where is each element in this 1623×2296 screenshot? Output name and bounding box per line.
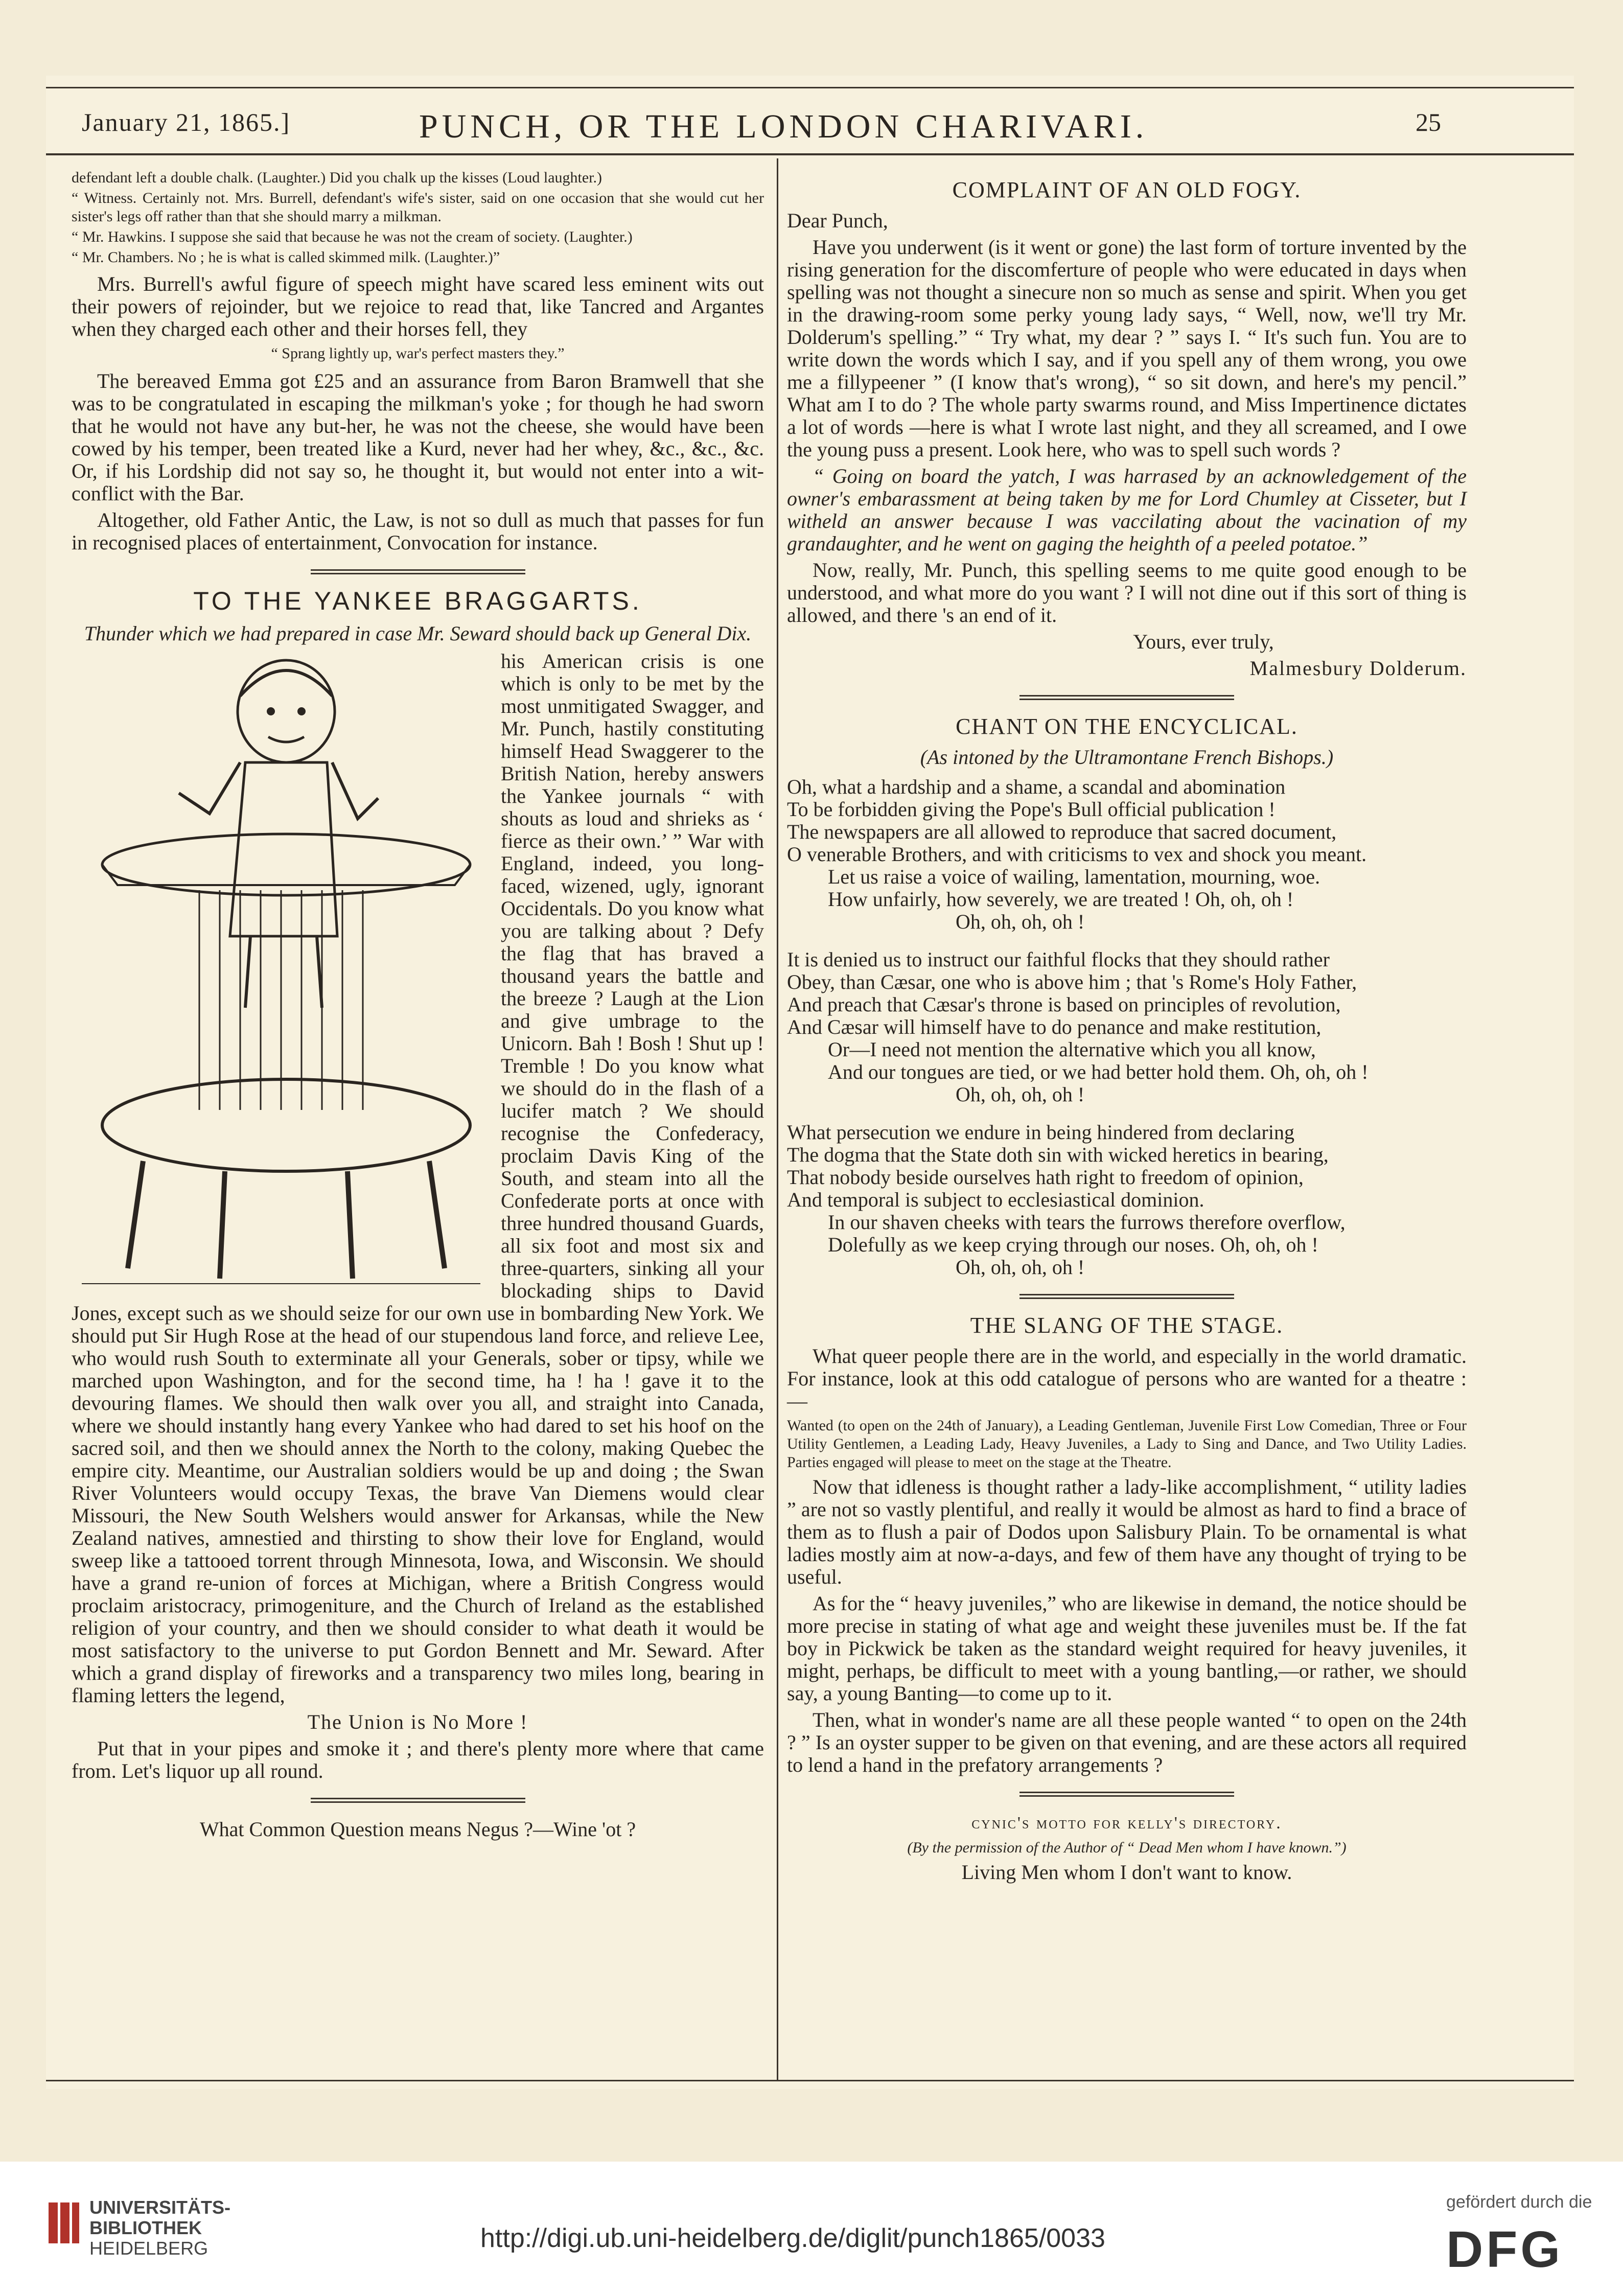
bottom-border (46, 2080, 1574, 2081)
intro-line: “ Mr. Hawkins. I suppose she said that because he was not the cream of society. (Laughter.) (72, 228, 633, 245)
library-logo-icon (46, 2200, 82, 2246)
verse-refrain: Oh, oh, oh, oh ! (956, 1083, 1085, 1106)
court-report-intro (72, 169, 764, 267)
verse-line: And Cæsar will himself have to do penance and make restitution, (787, 1015, 1321, 1038)
paragraph: What queer people there are in the world, and especially in the world dramatic. For instance, look at this odd catalogue of persons who are wanted for a theatre :— (787, 1344, 1467, 1412)
paragraph: The bereaved Emma got £25 and an assurance from Baron Bramwell that she was to be congratulated in escaping the milkman's yoke ; for though he had sworn that he would not have any but-her, he was not the cheese, she would have been cowed by his temper, been treated like a Kurd, never had her whey, &c., &c., &c. Or, if his Lordship did not say so, he thought it, but would not enter into a wit-conflict with the Bar. (72, 369, 764, 505)
verse-line: It is denied us to instruct our faithful flocks that they should rather (787, 948, 1330, 971)
section-divider (1019, 1294, 1234, 1299)
verse-line: O venerable Brothers, and with criticisms to vex and shock you meant. (787, 843, 1367, 866)
section-divider (1019, 695, 1234, 700)
library-name-line: UNIVERSITÄTS- (89, 2197, 231, 2218)
header-page-number: 25 (1416, 108, 1441, 136)
verse-line: To be forbidden giving the Pope's Bull official publication ! (787, 798, 1276, 821)
verse-line: Let us raise a voice of wailing, lamentation, mourning, woe. (828, 865, 1320, 888)
verse-line: And preach that Cæsar's throne is based on principles of revolution, (787, 993, 1341, 1016)
source-url-link[interactable]: http://digi.ub.uni-heidelberg.de/diglit/punch1865/0033 (480, 2223, 1105, 2253)
right-column (787, 169, 1467, 1888)
verse-line: That nobody beside ourselves hath right to freedom of opinion, (787, 1166, 1304, 1189)
funder-label: gefördert durch die (1446, 2192, 1592, 2212)
article-body: his American crisis is one which is only to be met by the most unmitigated Swagger, and Mr. Punch, hastily constituting himself Head Swaggerer to the British Nation, hereby answers the Yankee journals “ with shouts as loud and shrieks as ‘ fierce as their own.’ ” War with England, indeed, you long-faced, wizened, ugly, ignorant Occidentals. Do you know what you are talking about ? Defy the flag that has braved a thousand years the battle and the breeze ? Laugh at the Lion and give umbrage to the Unicorn. Bah ! Bosh ! Shut up ! Tremble ! Do you know what we should do in the flash of a lucifer match ? We should recognise the Confederacy, proclaim Davis King of the South, and steam into all the Confederate ports at once with three hundred thousand Guards, all six foot and most six and three-quarters, sinking all your blockading ships to David Jones, except such as we should seize for our own use in bombarding New York. We should put Sir Hugh Rose at the head of our stupendous land force, and relieve Lee, who would rush South to exterminate all your Generals, sober or tipsy, while we marched upon Washington, and for the second time, ha ! ha ! gave it to the devouring flames. We should then walk over you all, and straight into Canada, where we should instantly hang every Yankee who had dared to set his hoof on the sacred soil, and then we should annex the North to the colony, making Quebec the empire city. Meantime, our Australian soldiers would be up and doing ; the Swan River Volunteers would occupy Texas, the brave Van Diemens would clear Missouri, the New South Welshers would answer for Arkansas, while the New Zealand natives, amnestied and thirsting to show their love for England, would sweep like a tattooed torrent through Minnesota, Iowa, and Wisconsin. We should have a grand re-union of forces at Michigan, where a British Congress would proclaim aristocracy, primogeniture, and the Church of Ireland as the established religion of your country, and then we should consider to what death it would be most satisfactory to the universe to put Gordon Bennett and Mr. Seward. After which a grand display of fireworks and a transparency two miles long, bearing in flaming letters the legend, (72, 650, 764, 1707)
library-name-line: HEIDELBERG (89, 2238, 208, 2259)
verse-refrain: Oh, oh, oh, oh ! (956, 910, 1085, 933)
letter-closing: Yours, ever truly, (1133, 630, 1274, 653)
stanza (787, 948, 1467, 1106)
verse-quote: “ Sprang lightly up, war's perfect masters they.” (271, 345, 565, 362)
letter-signature: Malmesbury Dolderum. (1249, 657, 1467, 680)
left-column (72, 169, 764, 1845)
paragraph: Mrs. Burrell's awful figure of speech might have scared less eminent wits out their powers of rejoinder, but we rejoice to read that, like Tancred and Argantes when they charged each other and their horses fell, they (72, 272, 764, 340)
punch-illustration (72, 650, 491, 1294)
paragraph: Then, what in wonder's name are all these people wanted “ to open on the 24th ? ” Is an oyster supper to be given on that evening, and are these actors all required to lend a hand in the prefatory arrangements ? (787, 1708, 1467, 1776)
verse-line: In our shaven cheeks with tears the furrows therefore overflow, (828, 1211, 1346, 1234)
dfg-logo: DFG (1446, 2221, 1564, 2278)
verse-line: Or—I need not mention the alternative which you all know, (828, 1038, 1316, 1061)
letter-salutation: Dear Punch, (787, 209, 888, 232)
article-subtitle: Thunder which we had prepared in case Mr. Seward should back up General Dix. (84, 622, 752, 645)
verse-line: The dogma that the State doth sin with wicked heretics in bearing, (787, 1143, 1329, 1166)
verse-refrain: Oh, oh, oh, oh ! (956, 1256, 1085, 1279)
header-title: PUNCH, OR THE LONDON CHARIVARI. (419, 108, 1148, 145)
paragraph: Altogether, old Father Antic, the Law, is not so dull as much that passes for fun in recognised places of entertainment, Convocation for instance. (72, 508, 764, 554)
article-title: COMPLAINT OF AN OLD FOGY. (952, 177, 1302, 202)
intro-line: “ Mr. Chambers. No ; he is what is called skimmed milk. (Laughter.)” (72, 249, 500, 266)
verse-line: Oh, what a hardship and a shame, a scandal and abomination (787, 775, 1286, 798)
verse-line: And our tongues are tied, or we had better hold them. Oh, oh, oh ! (828, 1060, 1369, 1083)
article-subtitle: (As intoned by the Ultramontane French Bishops.) (920, 746, 1334, 769)
paragraph: Now, really, Mr. Punch, this spelling seems to me quite good enough to be understood, and what more do you want ? I will not dine out if this sort of thing is allowed, and there 's an end of it. (787, 559, 1467, 627)
spelling-dictation: “ Going on board the yatch, I was harrased by an acknowledgement of the owner's embarassment at being taken by me for Lord Chumley at Cisseter, but I witheld an answer because I was vaccilating about the vacination of my grandaughter, and he went on gaging the heighth of a peeled potatoe.” (787, 465, 1467, 555)
stanza (787, 776, 1467, 933)
verse-line: And temporal is subject to ecclesiastical dominion. (787, 1188, 1204, 1211)
verse-line: Dolefully as we keep crying through our noses. Oh, oh, oh ! (828, 1233, 1318, 1256)
paragraph: As for the “ heavy juveniles,” who are likewise in demand, the notice should be more precise in stating of what age and weight these juveniles must be. If the fat boy in Pickwick be taken as the standard weight required for heavy juveniles, it might, perhaps, be difficult to meet with a young bantling,—or rather, we should say, a young Banting—to come up to it. (787, 1592, 1467, 1705)
paragraph: Have you underwent (is it went or gone) the last form of torture invented by the rising generation for the discomferture of people who were educated in days when spelling was not thought a sinecure non so much as sense and spirit. When you get in the drawing-room some perky young lady says, “ Well, now, we'll try Mr. Dolderum's spelling.” “ Try what, my dear ? ” says I. “ It's such fun. You are to write down the words which I say, and if you spell any of them wrong, you owe me a fillypeener ” (I know that's wrong), “ so sit down, and here's my pencil.” What am I to do ? The whole party swarms round, and Miss Impertinence dictates a lot of words —here is what I wrote last night, and they all screamed, and I owe the young puss a present. Look here, who was to spell such words ? (787, 236, 1467, 461)
intro-line: “ Witness. Certainly not. Mrs. Burrell, defendant's wife's sister, said on one occasion that she would cut her sister's legs off rather than that she should marry a milkman. (72, 190, 764, 225)
section-divider (1019, 1792, 1234, 1797)
article-title: THE SLANG OF THE STAGE. (970, 1313, 1284, 1338)
negus-joke: What Common Question means Negus ?—Wine 'ot ? (199, 1818, 636, 1841)
stanza (787, 1121, 1467, 1279)
article-title: TO THE YANKEE BRAGGARTS. (193, 587, 642, 615)
header-date: January 21, 1865.] (82, 108, 291, 136)
header-rule (46, 153, 1574, 155)
article-title: cynic's motto for kelly's directory. (971, 1814, 1282, 1833)
cynic-motto: Living Men whom I don't want to know. (961, 1861, 1292, 1884)
section-divider (311, 569, 525, 574)
legend-line: The Union is No More ! (307, 1710, 528, 1733)
paragraph: Now that idleness is thought rather a lady-like accomplishment, “ utility ladies ” are not so vastly plentiful, and really it would be almost as hard to find a brace of them as to flush a pair of Dodos upon Salisbury Plain. To be ornamental is what ladies mostly aim at now-a-days, and few of them have any thought of trying to be useful. (787, 1475, 1467, 1588)
verse-line: The newspapers are all allowed to reproduce that sacred document, (787, 820, 1337, 843)
article-subtitle: (By the permission of the Author of “ Dead Men whom I have known.”) (907, 1839, 1347, 1856)
paragraph: Put that in your pipes and smoke it ; and there's plenty more where that came from. Let's liquor up all round. (72, 1737, 764, 1782)
article-title: CHANT ON THE ENCYCLICAL. (956, 714, 1298, 739)
yankee-body (72, 650, 764, 1707)
top-border (46, 87, 1574, 88)
verse-line: What persecution we endure in being hindered from declaring (787, 1121, 1294, 1144)
verse-line: How unfairly, how severely, we are treated ! Oh, oh, oh ! (828, 888, 1294, 911)
library-name-line: BIBLIOTHEK (89, 2217, 202, 2238)
section-divider (311, 1798, 525, 1803)
intro-line: defendant left a double chalk. (Laughter.) Did you chalk up the kisses (Loud laughter.) (72, 169, 602, 186)
library-name (89, 2197, 230, 2259)
column-divider (777, 158, 778, 2080)
verse-line: Obey, than Cæsar, one who is above him ; that 's Rome's Holy Father, (787, 970, 1357, 993)
theatre-advertisement: Wanted (to open on the 24th of January), a Leading Gentleman, Juvenile First Low Comedian, Three or Four Utility Gentlemen, a Leading Lady, Heavy Juveniles, a Lady to Sing and Dance, and Two Utility Ladies. Parties engaged will please to meet on the stage at the Theatre. (787, 1417, 1467, 1471)
